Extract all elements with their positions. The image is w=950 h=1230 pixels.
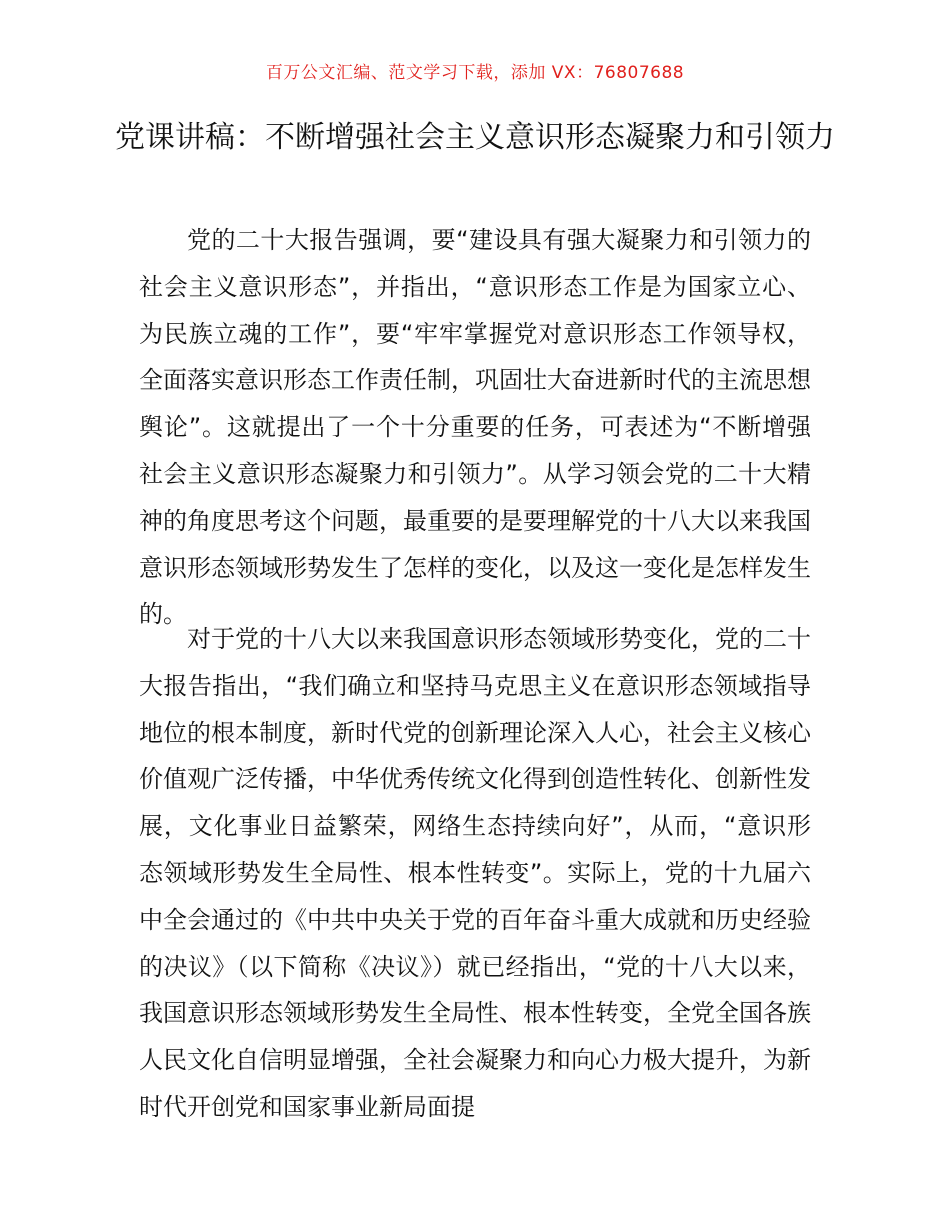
document-title: 党课讲稿：不断增强社会主义意识形态凝聚力和引领力 [115,120,835,155]
body-paragraph-2: 对于党的十八大以来我国意识形态领域形势变化，党的二十大报告指出，“我们确立和坚持马克思主义在意识形态领域指导地位的根本制度，新时代党的创新理论深入人心，社会主义核心价值观广泛传播，中华优秀传统文化得到创造性转化、创新性发展，文化事业日益繁荣，网络生态持续向好”，从而，“意识形态领域形势发生全局性、根本性转变”。实际上，党的十九届六中全会通过的《中共中央关于党的百年奋斗重大成就和历史经验的决议》（以下简称《决议》）就已经指出，“党的十八大以来，我国意识形态领域形势发生全局性、根本性转变，全党全国各族人民文化自信明显增强，全社会凝聚力和向心力极大提升，为新时代开创党和国家事业新局面提 [139,625,811,1121]
header-notice: 百万公文汇编、范文学习下载，添加 VX：76807688 [265,63,685,83]
body-paragraph-1: 党的二十大报告强调，要“建设具有强大凝聚力和引领力的社会主义意识形态”，并指出，“意识形态工作是为国家立心、为民族立魂的工作”，要“牢牢掌握党对意识形态工作领导权，全面落实意识形态工作责任制，巩固壮大奋进新时代的主流思想舆论”。这就提出了一个十分重要的任务，可表述为“不断增强社会主义意识形态凝聚力和引领力”。从学习领会党的二十大精神的角度思考这个问题，最重要的是要理解党的十八大以来我国意识形态领域形势发生了怎样的变化，以及这一变化是怎样发生的。 [139,226,811,629]
